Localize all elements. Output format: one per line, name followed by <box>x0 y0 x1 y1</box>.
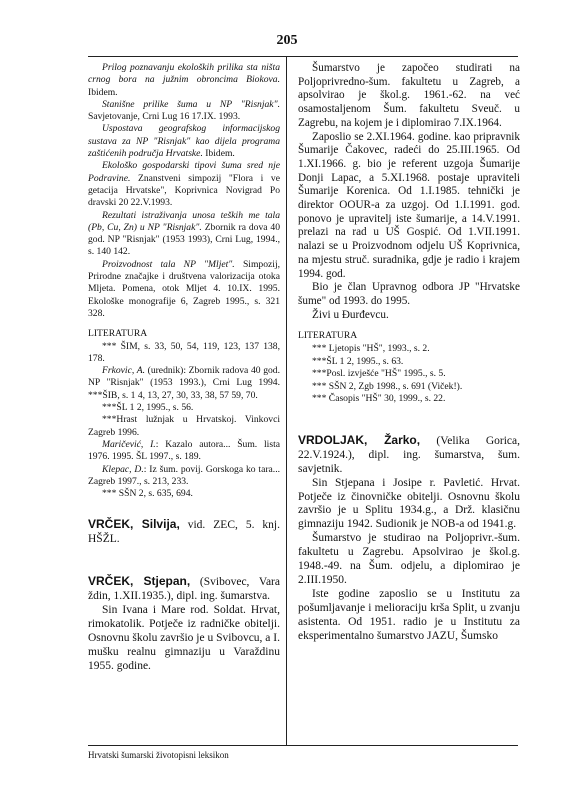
literature-item: ***ŠL 1 2, 1995., s. 63. <box>312 355 404 367</box>
literature-item: *** SŠN 2, s. 635, 694. <box>102 488 193 500</box>
bibliography-item: Ekološko gospodarski tipovi šuma sred nje Podravine. Znanstveni simpozij "Flora i ve getacija Hrvatske", Koprivnica Novigrad Po dravski 20 22.V.1993. <box>88 160 280 209</box>
page-number: 205 <box>276 33 298 48</box>
literature-item: ***Hrast lužnjak u Hrvatskoj. Vinkovci Zagreb 1996. <box>88 414 280 438</box>
literature-item: ***Posl. izvješće "HŠ" 1995., s. 5. <box>312 368 446 380</box>
footer-rule <box>88 745 518 746</box>
bibliography-item: Prilog poznavanju ekoloških prilika sta ništa crnog bora na južnim obroncima Biokova. Ibidem. <box>88 62 280 98</box>
entry-vrcek-silvija: VRČEK, Silvija, vid. ZEC, 5. knj. HŠŽL. <box>88 517 280 546</box>
literature-heading: LITERATURA <box>298 330 358 342</box>
entry-paragraph: Živi u Đurđevcu. <box>312 308 389 321</box>
literature-item: *** Časopis "HŠ" 30, 1999., s. 22. <box>312 393 446 405</box>
entry-paragraph: Šumarstvo je studirao na Poljoprivr.-šum. fakultetu u Zagrebu. Apsolvirao je škol.g. 1948.-49. na Šum. odjelu, a diplomirao je 2.III.1950. <box>298 532 520 586</box>
literature-item: Klepac, D.: Iz šum. povij. Gorskoga ko tara... Zagreb 1997., s. 213, 233. <box>88 463 280 487</box>
header-rule <box>88 56 518 57</box>
entry-paragraph: Iste godine zaposlio se u Institutu za pošumljavanje i melioraciju krša Split, u zvanju asistenta. Od 1951. radio je u Institutu za eksperimentalno šumarstvo JAZU, Šumsko <box>298 587 520 642</box>
literature-item: *** SŠN 2, Zgb 1998., s. 691 (Viček!). <box>312 380 463 392</box>
entry-paragraph: Bio je član Upravnog odbora JP "Hrvatske šume" od 1993. do 1995. <box>298 281 520 307</box>
literature-item: Maričević, I.: Kazalo autora... Šum. lista 1976. 1995. ŠL 1997., s. 189. <box>88 438 281 463</box>
column-divider <box>286 56 287 745</box>
bibliography-item: Proizvodnost tala NP "Mljet". Simpozij, Prirodne značajke i društvena valorizacija otoka Mljeta. Pomena, otok Mljet 4. 10.IX. 1995. Ekološke monografije 6, Zagreb 1995., s. 321 328. <box>88 258 281 319</box>
entry-paragraph: Sin Stjepana i Josipe r. Pavletić. Hrvat. Potječe iz činovničke obitelji. Osnovnu školu završio je u Splitu 1934.g., a Drž. klasičnu gimnaziju 1942. Sudionik je NOB-a od 1941.g. <box>298 476 520 531</box>
bibliography-item: Rezultati istraživanja unosa teških me tala (Pb, Cu, Zn) u NP "Risnjak". Zbornik ra dova 40 god. NP "Risnjak" (1953 1993), Crni Lug, 1994., s. 140 142. <box>88 209 281 258</box>
entry-vrcek-stjepan: VRČEK, Stjepan, (Svibovec, Vara ždin, 1.XII.1935.), dipl. ing. šumarstva. <box>88 574 280 603</box>
literature-item: *** Ljetopis "HŠ", 1993., s. 2. <box>312 342 430 354</box>
literature-heading: LITERATURA <box>88 328 148 340</box>
bibliography-item: Uspostava geografskog informacijskog sustava za NP "Risnjak" kao dijela programa zaštićenih područja Hrvatske. Ibidem. <box>88 123 280 160</box>
footer-text: Hrvatski šumarski životopisni leksikon <box>88 750 229 760</box>
bibliography-item: Stanišne prilike šuma u NP "Risnjak". Savjetovanje, Crni Lug 16 17.IX. 1993. <box>88 98 280 123</box>
right-column <box>298 62 520 644</box>
left-column <box>88 62 280 674</box>
entry-paragraph: Zaposlio se 2.XI.1964. godine. kao pripravnik Šumarije Čakovec, radeći do 25.III.1965. Od 1.XI.1966. g. bio je referent uzgoja Šumarije Donji Lapac, a 5.XI.1968. postaje upraviteli Šumarije Korenica. Od 1.I.1985. tehnički je direktor OOUR-a za uzgoj. Od 1.I.1991. god. ponovo je upravitelj iste šumarije, a 14.V.1991. prelazi na rad u UŠ Gospić. Od 1.VII.1991. nalazi se u Proizvodnom odjelu UŠ Koprivnica, na mjestu struč. suradnika, gdje je radio i krajem 1994. god. <box>298 130 520 280</box>
literature-item: Frkovic, A. (urednik): Zbornik radova 40 god. NP "Risnjak" (1953 1993.), Crni Lug 1994. ***ŠIB, s. 1 4, 13, 27, 30, 33, 38, 57 59, 70. <box>88 365 280 401</box>
literature-item: *** ŠIM, s. 33, 50, 54, 119, 123, 137 138, 178. <box>88 340 280 364</box>
literature-block <box>298 330 520 406</box>
entry-vrdoljak-zarko: VRDOLJAK, Žarko, (Velika Gorica, 22.V.1924.), dipl. ing. šumarstva, šum. savjetnik. <box>298 432 521 475</box>
entry-paragraph: Sin Ivana i Mare rod. Soldat. Hrvat, rimokatolik. Potječe iz radničke obitelji. Osnovnu školu završio je u Svibovcu, a I. mušku realnu gimnaziju u Varaždinu 1955. godine. <box>88 604 280 672</box>
entry-paragraph: Šumarstvo je započeo studirati na Poljoprivredno-šum. fakultetu u Zagreb, a apsolvirao je škol.g. 1961.-62. na već osamostaljenom Šum. fakultetu Sveuč. u Zagrebu, na kojem je i diplomirao 7.IX.1964. <box>298 62 520 129</box>
literature-item: ***ŠL 1 2, 1995., s. 56. <box>102 402 194 414</box>
